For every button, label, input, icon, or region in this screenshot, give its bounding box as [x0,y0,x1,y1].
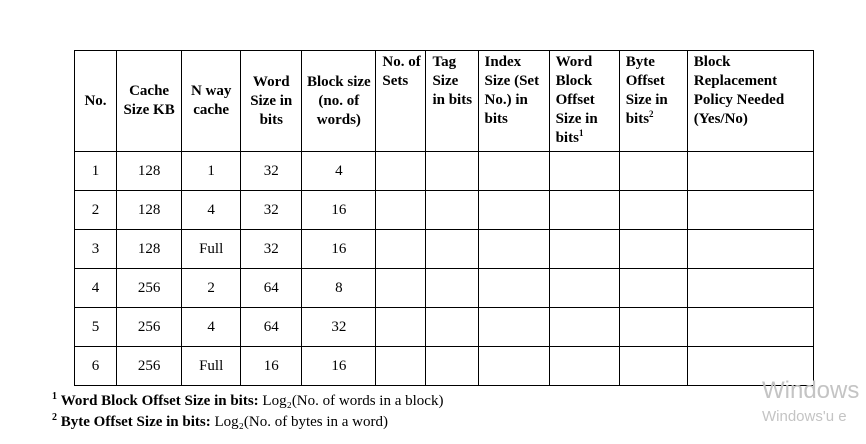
cell-cache-size: 256 [117,347,182,386]
cell-no-of-sets [376,152,426,191]
cell-no: 3 [75,230,117,269]
cell-word-size: 16 [241,347,302,386]
cell-n-way: 4 [182,191,241,230]
cell-no: 2 [75,191,117,230]
footnote-1-mark: 1 [52,391,57,402]
cell-byte-offset [619,152,687,191]
cell-n-way: 1 [182,152,241,191]
cell-tag-size [426,191,478,230]
cell-tag-size [426,152,478,191]
watermark-title: Windows [762,377,860,404]
footnote-1 [52,391,443,412]
cell-block-size: 16 [302,230,376,269]
cell-block-size: 16 [302,191,376,230]
cell-no-of-sets [376,347,426,386]
footnotes [52,391,443,433]
table-row [75,308,814,347]
cell-no: 6 [75,347,117,386]
table-header-row [75,51,814,152]
footnote-1-formula: Log₂(No. of words in a block) [262,393,444,409]
header-no: No. [75,51,117,152]
cell-word-block-offset [549,269,619,308]
header-block-size: Block size (no. of words) [302,51,376,152]
cell-replacement-policy [687,269,813,308]
table-row [75,191,814,230]
cell-tag-size [426,230,478,269]
cell-no-of-sets [376,269,426,308]
cell-replacement-policy [687,308,813,347]
cell-cache-size: 128 [117,152,182,191]
cell-tag-size [426,347,478,386]
cell-no-of-sets [376,230,426,269]
cell-word-block-offset [549,191,619,230]
header-index-size: Index Size (Set No.) in bits [478,51,549,152]
cell-block-size: 4 [302,152,376,191]
cell-word-size: 64 [241,269,302,308]
cell-tag-size [426,269,478,308]
table-row [75,347,814,386]
cell-block-size: 8 [302,269,376,308]
cell-byte-offset [619,308,687,347]
footnote-1-term: Word Block Offset Size in bits: [60,393,259,409]
cell-index-size [478,191,549,230]
cell-index-size [478,230,549,269]
header-n-way: N way cache [182,51,241,152]
table-row [75,152,814,191]
cell-word-block-offset [549,347,619,386]
cell-byte-offset [619,269,687,308]
cell-byte-offset [619,191,687,230]
table-row [75,230,814,269]
header-word-block-offset [549,51,619,152]
cell-index-size [478,347,549,386]
cell-tag-size [426,308,478,347]
cell-word-size: 32 [241,191,302,230]
cell-byte-offset [619,347,687,386]
footnote-marker-2: 2 [649,109,654,119]
cell-no-of-sets [376,191,426,230]
cell-word-block-offset [549,152,619,191]
footnote-2-formula: Log₂(No. of bytes in a word) [214,414,389,430]
cell-index-size [478,308,549,347]
cache-config-table [74,50,814,386]
cell-n-way: Full [182,230,241,269]
header-byte-offset-label: Byte Offset Size in bits [625,54,668,127]
table-row [75,269,814,308]
footnote-2-term: Byte Offset Size in bits: [60,414,211,430]
cell-n-way: 2 [182,269,241,308]
cell-word-size: 32 [241,230,302,269]
cell-n-way: 4 [182,308,241,347]
header-replacement-policy: Block Replacement Policy Needed (Yes/No) [687,51,813,152]
cell-replacement-policy [687,191,813,230]
cell-no-of-sets [376,308,426,347]
header-tag-size: Tag Size in bits [426,51,478,152]
cell-cache-size: 128 [117,230,182,269]
cell-word-block-offset [549,230,619,269]
header-word-size: Word Size in bits [241,51,302,152]
footnote-2-mark: 2 [52,412,57,423]
cell-word-size: 32 [241,152,302,191]
cell-index-size [478,269,549,308]
footnote-marker-1: 1 [578,128,584,138]
cell-word-block-offset [549,308,619,347]
header-no-of-sets: No. of Sets [376,51,426,152]
cell-replacement-policy [687,230,813,269]
header-byte-offset [619,51,687,152]
cell-n-way: Full [182,347,241,386]
watermark-subtitle: Windows'u e [762,408,847,425]
cell-no: 4 [75,269,117,308]
header-word-block-offset-label: Word Block Offset Size in bits [555,54,598,146]
cell-byte-offset [619,230,687,269]
header-cache-size: Cache Size KB [117,51,182,152]
windows-activation-watermark [762,376,859,428]
cell-no: 5 [75,308,117,347]
footnote-2 [52,412,443,433]
cell-index-size [478,152,549,191]
cell-block-size: 16 [302,347,376,386]
cell-no: 1 [75,152,117,191]
cell-word-size: 64 [241,308,302,347]
cell-cache-size: 256 [117,308,182,347]
cell-cache-size: 256 [117,269,182,308]
cell-replacement-policy [687,152,813,191]
cell-cache-size: 128 [117,191,182,230]
cell-block-size: 32 [302,308,376,347]
